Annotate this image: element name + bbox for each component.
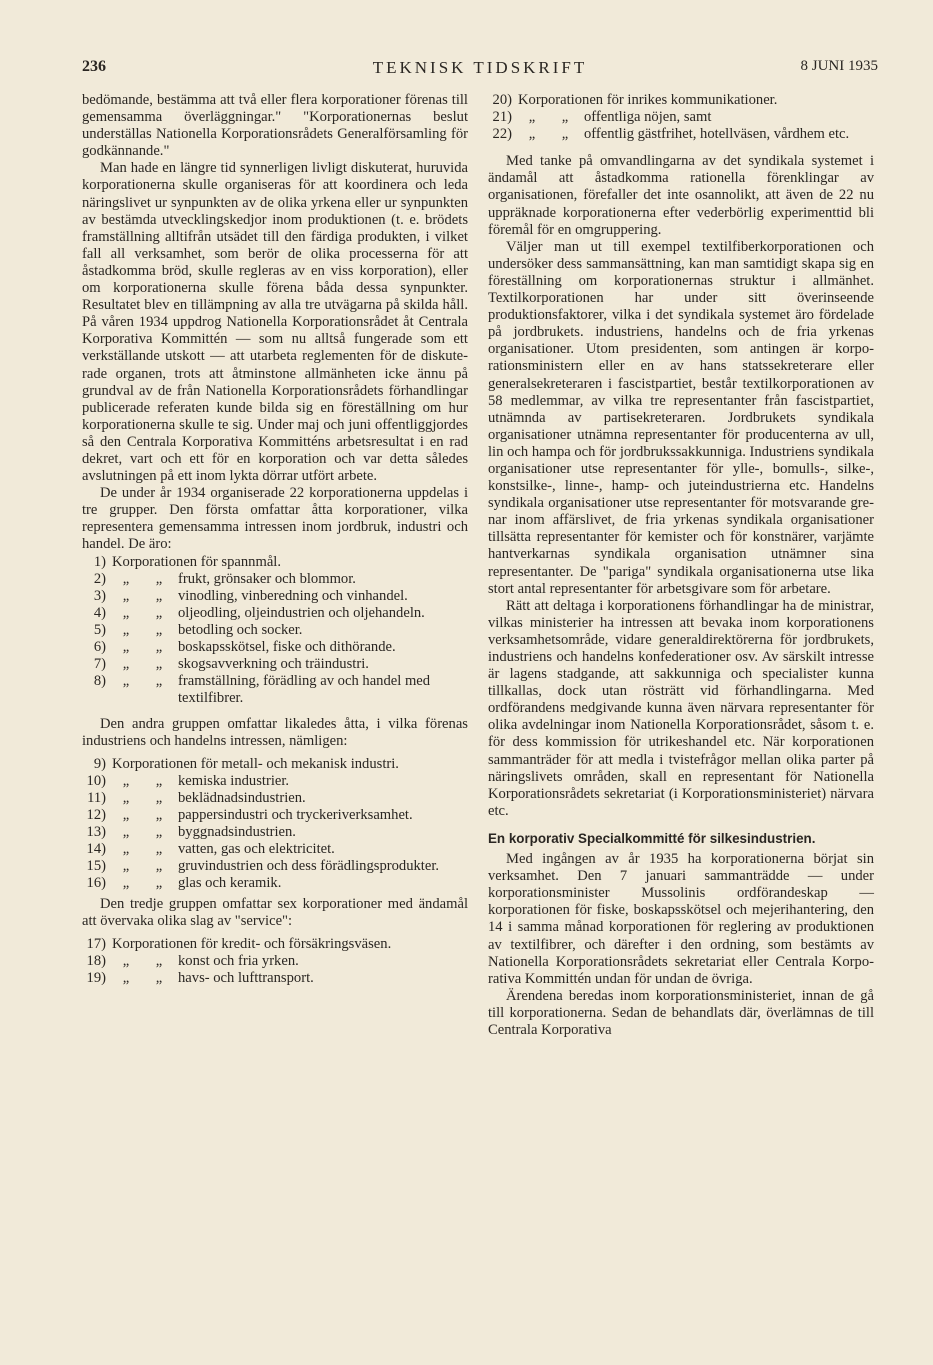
left-column <box>82 92 468 987</box>
ditto-mark: „ <box>561 126 569 143</box>
section-heading: En korporativ Specialkommitté för silkesindustrien. <box>488 830 816 846</box>
issue-date: 8 JUNI 1935 <box>800 58 878 74</box>
corporation-list-group-1 <box>82 554 468 708</box>
paragraph: Med ingången av år 1935 ha korporationerna börjat sin verksamhet. Den 7 januari sammanträdde — under korporationsminister Mussolinis ordförandeskap — korporationen för fiske, boskapsskötsel och mejerihantering, den 14 i samma månad korporationen för reglering av produktionen av textilfibrer, och därefter i den ordning, som bestämts av Nationella Korporationsrådets sekretariat eller Centrala Korporativa Kommittén undan för undan de övriga. <box>488 851 874 987</box>
list-item: 14) „ „ vatten, gas och elektricitet. <box>86 841 335 858</box>
ditto-mark: „ <box>155 570 163 587</box>
list-item: 8) „ „ framställning, förädling av och handel med textilfibrer. <box>93 673 431 707</box>
ditto-mark: „ <box>155 858 163 875</box>
list-item: 11) „ „ beklädnadsindustrien. <box>87 789 306 806</box>
list-item: 17) Korporationen för kredit- och försäkringsväsen. <box>86 935 392 952</box>
paragraph: Med tanke på omvandlingarna av det syndikala systemet i ändamål att åstadkomma rationella förenklingar av organisationen, förefaller det inte osannolikt, att även de 22 nu uppräknade korporationerna efter vederbörlig experimenttid bli föremål för en omgruppering. <box>488 153 874 238</box>
ditto-mark: „ <box>122 841 130 858</box>
list-item: 2) „ „ frukt, grönsaker och blommor. <box>93 570 356 587</box>
list-item: 1) Korporationen för spannmål. <box>93 553 281 570</box>
ditto-mark: „ <box>122 604 130 621</box>
paragraph: De under år 1934 organiserade 22 korporationerna uppdelas i tre grupper. Den första omfattar åtta korporationer, vilka representera gemensamma intressen inom jordbruk, industri och handel. De äro: <box>82 485 468 553</box>
page-number: 236 <box>82 58 106 75</box>
list-item: 16) „ „ glas och keramik. <box>86 875 282 892</box>
corporation-list-group-3-cont <box>488 92 874 143</box>
ditto-mark: „ <box>155 656 163 673</box>
list-item: 18) „ „ konst och fria yrken. <box>86 952 299 969</box>
ditto-mark: „ <box>122 673 130 690</box>
ditto-mark: „ <box>155 952 163 969</box>
ditto-mark: „ <box>155 621 163 638</box>
page-header <box>82 58 878 82</box>
list-item: 9) Korporationen för metall- och mekanisk industri. <box>93 755 399 772</box>
right-column <box>488 92 874 1039</box>
ditto-mark: „ <box>561 109 569 126</box>
ditto-mark: „ <box>122 875 130 892</box>
ditto-mark: „ <box>155 587 163 604</box>
ditto-mark: „ <box>122 858 130 875</box>
list-item: 13) „ „ byggnadsindustrien. <box>86 823 296 840</box>
ditto-mark: „ <box>122 772 130 789</box>
ditto-mark: „ <box>155 841 163 858</box>
ditto-mark: „ <box>155 639 163 655</box>
list-item: 20) Korporationen för inrikes kommunikationer. <box>492 92 778 108</box>
paragraph: bedömande, bestämma att två eller flera korporationer förenas till gemensamma överläggningar." "Korporationernas beslut underställas Nationella Korporationsrådets Generalförsamling för godkännande." <box>82 92 468 160</box>
paragraph: Man hade en längre tid synnerligen livligt diskuterat, huruvida korporationerna skulle organiseras för att koordinera och leda näringslivet ur synpunkten av de olika yrkena eller ur synpunkten av bestämda utvecklingskedjor inom produktionen (t. e. brödets framställning alltifrån utsädet till den färdiga produkten, i vilket fall all verksamhet, som berör de olika processerna för att åstadkomma bröd, skulle regleras av en viss korporation), eller om korporationerna skulle förena båda dessa synpunkter. Resultatet blev en tillämpning av alla tre utvägarna på skilda håll. På våren 1934 uppdrog Nationella Korporationsrådet åt Centrala Korporativa Kommittén — som nu alltså fungerade som ett verkställande utskott — att utarbeta reglementen för de diskuterade organen, trots att åtminstone allmänheten icke ännu på grundval av de från Nationella Korporationsrådets förhandlingar publicerade referaten kunde bilda sig en föreställning om hur korporationerna skulle te sig. Under maj och juni offentliggjordes så den Centrala Korporativa Kommitténs arbetsresultat i en rad dekret, vart och ett för en korporation och var detta således avslutningen på ett inom lykta dörrar utfört arbete. <box>82 160 468 485</box>
ditto-mark: „ <box>122 587 130 604</box>
ditto-mark: „ <box>155 673 163 690</box>
ditto-mark: „ <box>122 656 130 673</box>
list-item: 21) „ „ offentliga nöjen, samt <box>492 109 712 126</box>
journal-title: TEKNISK TIDSKRIFT <box>372 58 588 77</box>
ditto-mark: „ <box>122 639 130 655</box>
list-item: 7) „ „ skogsavverkning och träindustri. <box>93 656 369 673</box>
corporation-list-group-3 <box>82 936 468 987</box>
ditto-mark: „ <box>122 789 130 806</box>
list-item: 5) „ „ betodling och socker. <box>93 621 303 638</box>
ditto-mark: „ <box>155 806 163 823</box>
paragraph: Den tredje gruppen omfattar sex korporationer med ändamål att övervaka olika slag av "service": <box>82 896 468 930</box>
ditto-mark: „ <box>155 875 163 892</box>
list-item: 19) „ „ havs- och lufttransport. <box>86 969 314 986</box>
ditto-mark: „ <box>155 604 163 621</box>
ditto-mark: „ <box>122 952 130 969</box>
ditto-mark: „ <box>155 969 163 986</box>
ditto-mark: „ <box>155 789 163 806</box>
list-item: 3) „ „ vinodling, vinberedning och vinhandel. <box>93 587 408 604</box>
list-item: 12) „ „ pappersindustri och tryckeriverksamhet. <box>86 806 413 823</box>
ditto-mark: „ <box>122 570 130 587</box>
paragraph: Rätt att deltaga i korporationens förhandlingar ha de ministrar, vilkas ministerier ha intressen att bevaka inom korporationens verksamhetsområde, vidare generaldirektörerna för jordbrukets, industriens och handelns konfederationer osv. Av särskilt intresse är lagens stadgande, att sakkunniga och specialister kunna tillkallas, dock utan rösträtt vid förhandlingarna. Med ordförandens medgivande kunna även närvara representanter för olika avdelningar inom Nationella Korporationsrådet, såsom t. e. för dess kommission för utrikeshandel etc. När korporationen sammanträder för att medla i tvistefrågor mellan olika parter på näringslivets områden, skall en representant för Nationella Korporationsrådets sekretariat (i Korporationsministeriet) närvara etc. <box>488 597 874 819</box>
paragraph: Den andra gruppen omfattar likaledes åtta, i vilka förenas industriens och handelns intressen, nämligen: <box>82 716 468 750</box>
ditto-mark: „ <box>155 772 163 789</box>
ditto-mark: „ <box>528 109 536 126</box>
paragraph: Ärendena beredas inom korporationsministeriet, innan de gå till korporationerna. Sedan de behandlats där, överlämnas de till Centrala Korporativa <box>488 987 874 1038</box>
list-item: 15) „ „ gruvindustrien och dess förädlingsprodukter. <box>86 858 440 875</box>
ditto-mark: „ <box>122 969 130 986</box>
list-item: 10) „ „ kemiska industrier. <box>86 772 290 789</box>
ditto-mark: „ <box>155 823 163 840</box>
list-item: 4) „ „ oljeodling, oljeindustrien och oljehandeln. <box>93 604 425 621</box>
ditto-mark: „ <box>122 621 130 638</box>
ditto-mark: „ <box>122 823 130 840</box>
list-item: 6) „ „ boskapsskötsel, fiske och dithörande. <box>93 639 396 655</box>
paragraph: Väljer man ut till exempel textilfiberkorporationen och undersöker dess sammansättning, kan man samtidigt skapa sig en föreställning om korporationernas struktur i allmänhet. Textilkorporationen har under sitt överinseende produktionsfaktorer, vilka i det syndikala systemet äro fördelade på jordbrukets. industriens, handelns och de fria yrkenas organisationer. Utom presidenten, som antingen är korporationsministern eller en av hans statssekreterare eller generalsekreteraren i fascistpartiet, består textilkorporationen av 58 medlemmar, av vilka tre representanter från fascistpartiet, utnämnda av partisekreteraren. Jordbrukets syndikala organisationer utnämna representanter för producenterna av ull, lin och hampa och för jordbrukssakkunniga. Industriens syndikala organisationer utse representanter för ylle-, bomulls-, silke-, konstsilke-, linne-, hamp- och juteindustrierna etc. Handelns syndikala organisationer utse representanter för motsvarande grenar inom affärslivet, de fria yrkenas syndikala organisationer tillsätta representanter för kemister och för konstnärer, varjämte hantverkarnas syndikala organisation utnämner sina representanter. De "pariga" syndikala organisationerna utse lika stort antal representanter för arbetsgivare som för arbetare. <box>488 238 874 597</box>
list-item: 22) „ „ offentlig gästfrihet, hotellväsen, vårdhem etc. <box>492 126 850 143</box>
ditto-mark: „ <box>528 126 536 143</box>
ditto-mark: „ <box>122 806 130 823</box>
corporation-list-group-2 <box>82 756 468 893</box>
